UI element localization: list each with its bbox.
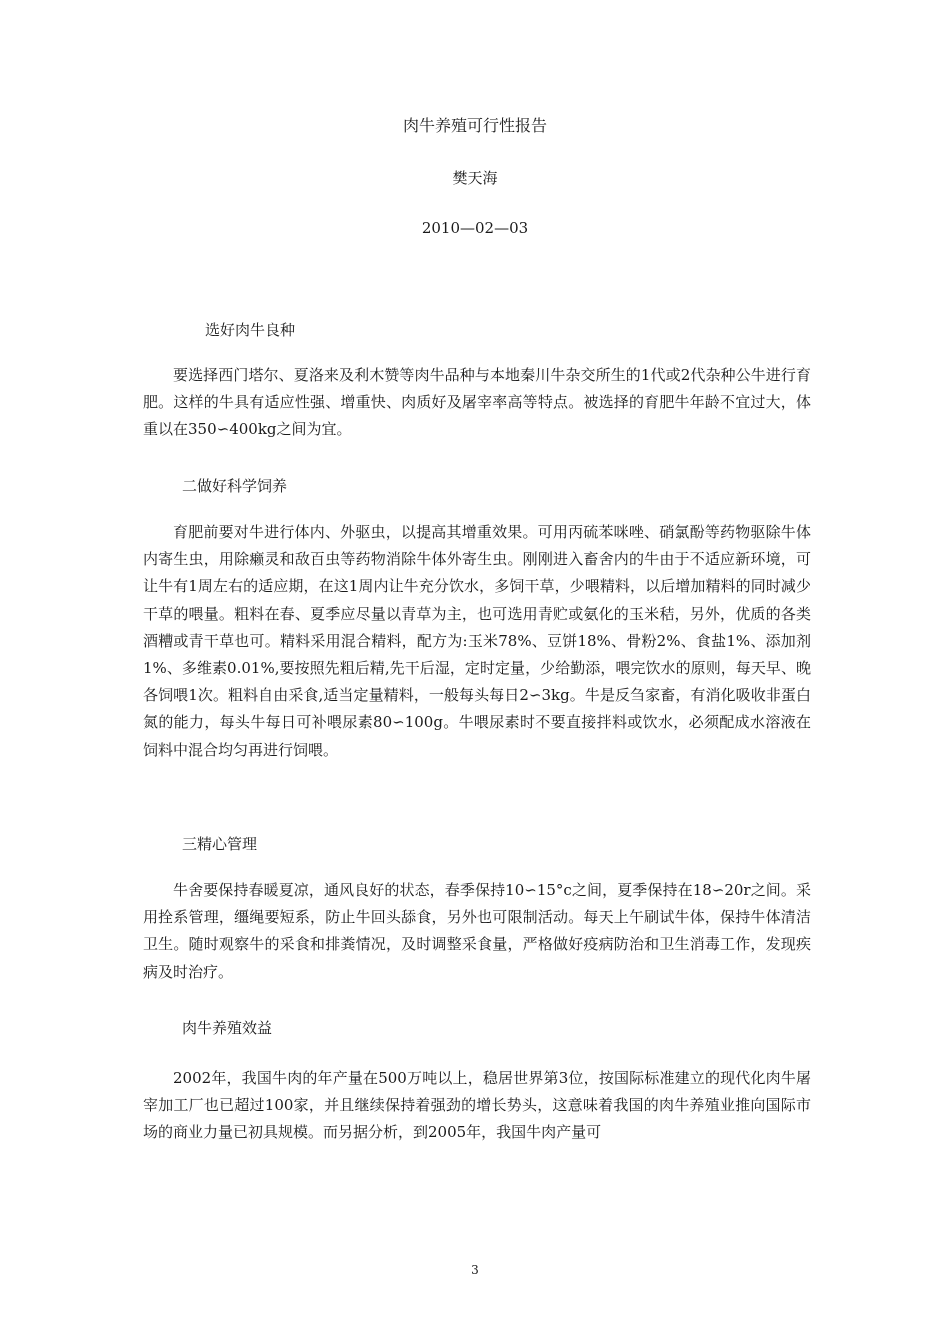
document-date: 2010—02—03 [421,219,529,237]
section-heading: 选好肉牛良种 [205,321,296,339]
section-body [143,1065,811,1147]
section-paragraph: 要选择西门塔尔、夏洛来及利木赞等肉牛品种与本地秦川牛杂交所生的1代或2代杂种公牛进行育肥。这样的牛具有适应性强、增重快、肉质好及屠宰率高等特点。被选择的育肥牛年龄不宜过大，体重以在350∽400kg之间为宜。 [143,366,811,439]
section-heading: 二做好科学饲养 [182,477,288,495]
document-title: 肉牛养殖可行性报告 [402,116,547,135]
section-body [143,877,811,986]
section-paragraph: 育肥前要对牛进行体内、外驱虫，以提高其增重效果。可用丙硫苯咪唑、硝氯酚等药物驱除牛体内寄生虫，用除癞灵和敌百虫等药物消除牛体外寄生虫。刚刚进入畜舍内的牛由于不适应新环境，可让牛有1周左右的适应期，在这1周内让牛充分饮水，多饲干草，少喂精料，以后增加精料的同时减少干草的喂量。粗料在春、夏季应尽量以青草为主，也可选用青贮或氨化的玉米秸，另外，优质的各类酒糟或青干草也可。精料采用混合精料，配方为:玉米78%、豆饼18%、骨粉2%、食盐1%、添加剂1%、多维素0.01%,要按照先粗后精,先干后湿，定时定量，少给勤添，喂完饮水的原则，每天早、晚各饲喂1次。粗料自由采食,适当定量精料，一般每头每日2∽3kg。牛是反刍家畜，有消化吸收非蛋白氮的能力，每头牛每日可补喂尿素80∽100g。牛喂尿素时不要直接拌料或饮水，必须配成水溶液在饲料中混合均匀再进行饲喂。 [143,523,811,759]
section-body [143,362,811,444]
section-paragraph: 牛舍要保持春暖夏凉，通风良好的状态，春季保持10∽15°c之间，夏季保持在18∽20r之间。采用拴系管理，缰绳要短系，防止牛回头舔食，另外也可限制活动。每天上午刷试牛体，保持牛体清洁卫生。随时观察牛的采食和排粪情况，及时调整采食量，严格做好疫病防治和卫生消毒工作，发现疾病及时治疗。 [143,881,811,981]
page-number: 3 [471,1263,479,1277]
section-paragraph: 2002年，我国牛肉的年产量在500万吨以上，稳居世界第3位，按国际标准建立的现代化肉牛屠宰加工厂也已超过100家，并且继续保持着强劲的增长势头，这意味着我国的肉牛养殖业推向国际市场的商业力量已初具规模。而另据分析，到2005年，我国牛肉产量可 [143,1069,811,1142]
section-heading: 三精心管理 [182,835,258,853]
document-author: 樊天海 [452,169,498,187]
section-body [143,519,811,764]
section-heading: 肉牛养殖效益 [182,1019,273,1037]
